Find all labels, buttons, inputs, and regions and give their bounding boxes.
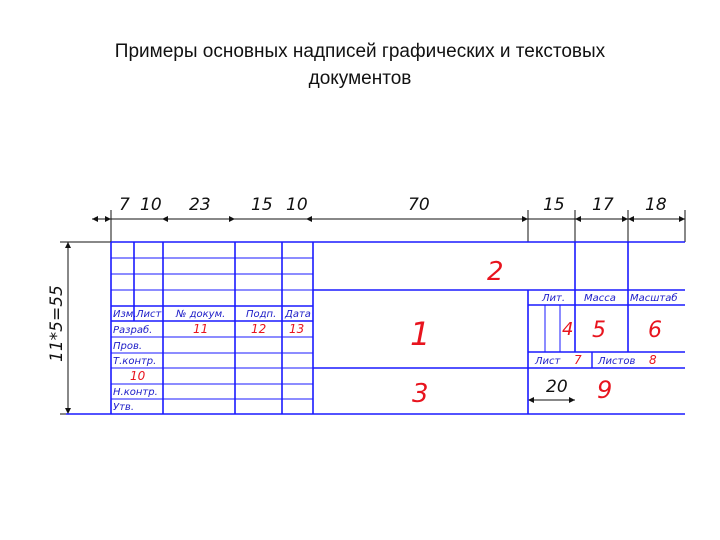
header-izm: Изм. bbox=[113, 309, 137, 320]
callout-10: 10 bbox=[130, 369, 146, 383]
callout-6: 6 bbox=[648, 318, 662, 343]
dim-label-18: 18 bbox=[645, 195, 667, 215]
row-label-razrab: Разраб. bbox=[113, 325, 153, 336]
dim-label-left: 11*5=55 bbox=[47, 285, 67, 362]
dim-label-7: 7 bbox=[119, 195, 130, 215]
header-scale: Масштаб bbox=[630, 293, 678, 304]
dim-label-20: 20 bbox=[546, 377, 568, 397]
row-label-tkontr: Т.контр. bbox=[113, 356, 157, 367]
header-date: Дата bbox=[285, 309, 311, 320]
dim-label-15b: 15 bbox=[543, 195, 565, 215]
header-sheet: Лист bbox=[535, 356, 561, 367]
callout-2: 2 bbox=[487, 257, 504, 287]
header-sign: Подп. bbox=[246, 309, 277, 320]
dim-label-23: 23 bbox=[189, 195, 211, 215]
header-list: Лист bbox=[136, 309, 162, 320]
dim-label-70: 70 bbox=[408, 195, 430, 215]
callout-1: 1 bbox=[410, 315, 431, 353]
callout-8: 8 bbox=[649, 353, 657, 367]
field-callouts bbox=[130, 257, 662, 409]
dim-label-10b: 10 bbox=[286, 195, 308, 215]
row-label-utv: Утв. bbox=[113, 402, 134, 413]
callout-5: 5 bbox=[592, 318, 606, 343]
callout-4: 4 bbox=[562, 319, 574, 340]
dim-label-15: 15 bbox=[251, 195, 273, 215]
slide-title-line-2: документов bbox=[308, 68, 412, 89]
callout-12: 12 bbox=[251, 322, 267, 336]
callout-3: 3 bbox=[412, 379, 429, 409]
callout-9: 9 bbox=[597, 376, 613, 404]
row-label-prov: Пров. bbox=[113, 341, 143, 352]
header-lit: Лит. bbox=[542, 293, 566, 304]
callout-13: 13 bbox=[289, 322, 305, 336]
header-mass: Масса bbox=[584, 293, 616, 304]
dim-label-17: 17 bbox=[592, 195, 614, 215]
callout-11: 11 bbox=[193, 322, 209, 336]
row-label-nkontr: Н.контр. bbox=[113, 387, 158, 398]
header-sheets: Листов bbox=[598, 356, 636, 367]
top-dimension-labels bbox=[119, 195, 667, 215]
slide-title-line-1: Примеры основных надписей графических и текстовых bbox=[114, 41, 606, 62]
callout-7: 7 bbox=[574, 353, 582, 367]
header-doc-no: № докум. bbox=[176, 309, 226, 320]
dim-label-10: 10 bbox=[140, 195, 162, 215]
